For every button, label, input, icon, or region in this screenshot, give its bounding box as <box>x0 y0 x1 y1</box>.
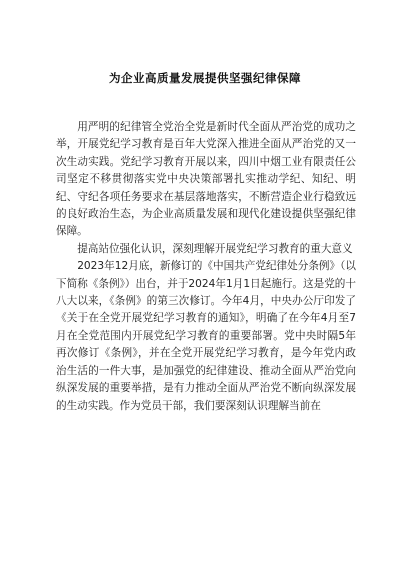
document-title: 为企业高质量发展提供坚强纪律保障 <box>109 71 301 85</box>
paragraph-3: 2023年12月底，新修订的《中国共产党纪律处分条例》（以下简称《条例》）出台，并于2024年1月1日起施行。这是党的十八大以来，《条例》的第三次修订。今年4月，中央办公厅印发了《关于在全党开展党纪学习教育的通知》，明确了在今年4月至7月在全党范围内开展党纪学习教育的重要部署。党中央时隔5年再次修订《条例》，并在全党开展党纪学习教育，是今年党内政治生活的一件大事，是加强党的纪律建设、推动全面从严治党向纵深发展的重要举措，是有力推动全面从严治党不断向纵深发展的生动实践。作为党员干部，我们要深刻认识理解当前在 <box>56 260 356 412</box>
paragraph-1: 用严明的纪律管全党治全党是新时代全面从严治党的成功之举，开展党纪学习教育是百年大党深入推进全面从严治党的又一次生动实践。党纪学习教育开展以来，四川中烟工业有限责任公司坚定不移贯彻落实党中央决策部署扎实推动学纪、知纪、明纪、守纪各项任务要求在基层落地落实，不断营造企业行稳致远的良好政治生态，为企业高质量发展和现代化建设提供坚强纪律保障。 <box>56 121 356 238</box>
document-body <box>56 119 356 415</box>
paragraph-2: 提高站位强化认识，深刻理解开展党纪学习教育的重大意义 <box>77 242 353 255</box>
